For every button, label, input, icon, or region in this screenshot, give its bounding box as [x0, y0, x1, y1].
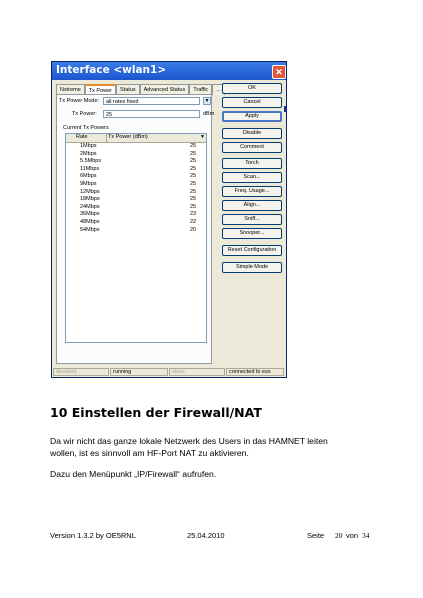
column-header-tx-power[interactable]: Tx Power (dBm): [108, 134, 148, 140]
table-row[interactable]: [66, 196, 207, 203]
tab-item[interactable]: Traffic: [189, 84, 212, 95]
button-torch[interactable]: Torch: [222, 158, 282, 169]
tx-power-input[interactable]: 25: [103, 110, 200, 118]
window-titlebar[interactable]: [52, 62, 286, 80]
table-row[interactable]: [66, 204, 207, 211]
button-apply[interactable]: Apply: [222, 111, 282, 122]
status-slave: slave: [169, 368, 225, 376]
button-snooper[interactable]: Snooper...: [222, 228, 282, 239]
column-header-rate[interactable]: Rate: [76, 134, 88, 140]
button-simple-mode[interactable]: Simple Mode: [222, 262, 282, 273]
tab-item[interactable]: Nstreme: [56, 84, 85, 95]
footer-date: 25.04.2010: [187, 531, 225, 540]
paragraph: Dazu den Menüpunkt „IP/Firewall“ aufrufen.: [50, 469, 217, 479]
button-disable[interactable]: Disable: [222, 128, 282, 139]
tx-power-cell: 25: [190, 165, 197, 172]
current-tx-powers-label: Current Tx Powers: [63, 125, 109, 131]
tx-power-table: [65, 133, 207, 343]
table-row[interactable]: [66, 166, 207, 173]
status-bar: [52, 367, 286, 377]
column-divider: [106, 134, 107, 142]
tx-power-mode-select[interactable]: all rates fixed: [103, 97, 200, 105]
table-row[interactable]: [66, 181, 207, 188]
table-row[interactable]: [66, 173, 207, 180]
window-title: Interface <wlan1>: [56, 64, 167, 76]
status-running: running: [110, 368, 168, 376]
tx-power-cell: 22: [190, 219, 197, 225]
interface-window: [51, 61, 287, 378]
rate-cell: 24Mbps: [80, 203, 100, 210]
footer-page-word: Seite: [307, 531, 325, 540]
button-comment[interactable]: Comment: [222, 142, 282, 153]
table-row[interactable]: [66, 143, 207, 150]
footer-page-number: 20: [335, 531, 343, 540]
button-sniff[interactable]: Sniff...: [222, 214, 282, 225]
button-reset-configuration[interactable]: Reset Configuration: [222, 245, 282, 256]
tab-item[interactable]: ...: [212, 84, 225, 95]
tx-power-cell: 25: [190, 181, 197, 187]
sort-arrow-icon[interactable]: ▼: [200, 134, 205, 140]
rate-cell: 9Mbps: [80, 181, 97, 187]
tx-power-cell: 25: [190, 188, 197, 195]
status-connection: connected to ess: [226, 368, 284, 376]
edge-marker: [284, 106, 287, 112]
rate-cell: 12Mbps: [80, 188, 100, 195]
rate-cell: 48Mbps: [80, 219, 100, 225]
rate-cell: 11Mbps: [80, 165, 100, 172]
chevron-down-icon[interactable]: ▼: [204, 98, 210, 104]
rate-cell: 2Mbps: [80, 150, 97, 157]
tx-power-cell: 25: [190, 150, 197, 157]
tx-power-label: Tx Power:: [72, 111, 97, 117]
tx-power-cell: 25: [190, 196, 197, 203]
footer-page-total: 34: [362, 531, 370, 540]
table-header: [66, 134, 207, 143]
tx-power-panel: [56, 94, 215, 364]
close-icon[interactable]: ✕: [272, 65, 286, 79]
button-ok[interactable]: OK: [222, 83, 282, 94]
tab-item[interactable]: Tx Power: [85, 84, 116, 97]
tx-power-mode-label: Tx Power Mode:: [59, 98, 100, 104]
rate-cell: 1Mbps: [80, 143, 97, 149]
button-scan[interactable]: Scan...: [222, 172, 282, 183]
tx-power-cell: 25: [190, 158, 197, 165]
footer-version: Version 1.3.2 by OE5RNL: [50, 531, 136, 540]
tab-strip: [56, 84, 225, 94]
paragraph-line: wollen, ist es sinnvoll am HF-Port NAT zu aktivieren.: [50, 448, 249, 458]
tab-item[interactable]: Status: [116, 84, 140, 95]
status-disabled: disabled: [53, 368, 109, 376]
button-cancel[interactable]: Cancel: [222, 97, 282, 108]
table-row[interactable]: [66, 211, 207, 218]
table-row[interactable]: [66, 189, 207, 196]
table-row[interactable]: [66, 158, 207, 165]
rate-cell: 54Mbps: [80, 226, 100, 233]
button-align[interactable]: Align...: [222, 200, 282, 211]
tx-power-cell: 25: [190, 143, 197, 149]
rate-cell: 18Mbps: [80, 196, 100, 203]
tx-power-cell: 25: [190, 173, 197, 180]
tx-power-cell: 25: [190, 203, 197, 210]
tx-power-unit: dBm: [203, 111, 215, 117]
tx-power-cell: 23: [190, 211, 197, 218]
rate-cell: 5.5Mbps: [80, 158, 102, 165]
table-row[interactable]: [66, 227, 207, 234]
table-row[interactable]: [66, 219, 207, 226]
section-heading: 10 Einstellen der Firewall/NAT: [50, 405, 262, 420]
rate-cell: 36Mbps: [80, 211, 100, 218]
button-freq-usage[interactable]: Freq. Usage...: [222, 186, 282, 197]
tab-item[interactable]: Advanced Status: [140, 84, 190, 95]
paragraph-line: Da wir nicht das ganze lokale Netzwerk des Users in das HAMNET leiten: [50, 436, 328, 446]
footer-of-word: von: [346, 531, 359, 540]
table-row[interactable]: [66, 151, 207, 158]
rate-cell: 6Mbps: [80, 173, 97, 180]
tx-power-cell: 20: [190, 226, 197, 233]
